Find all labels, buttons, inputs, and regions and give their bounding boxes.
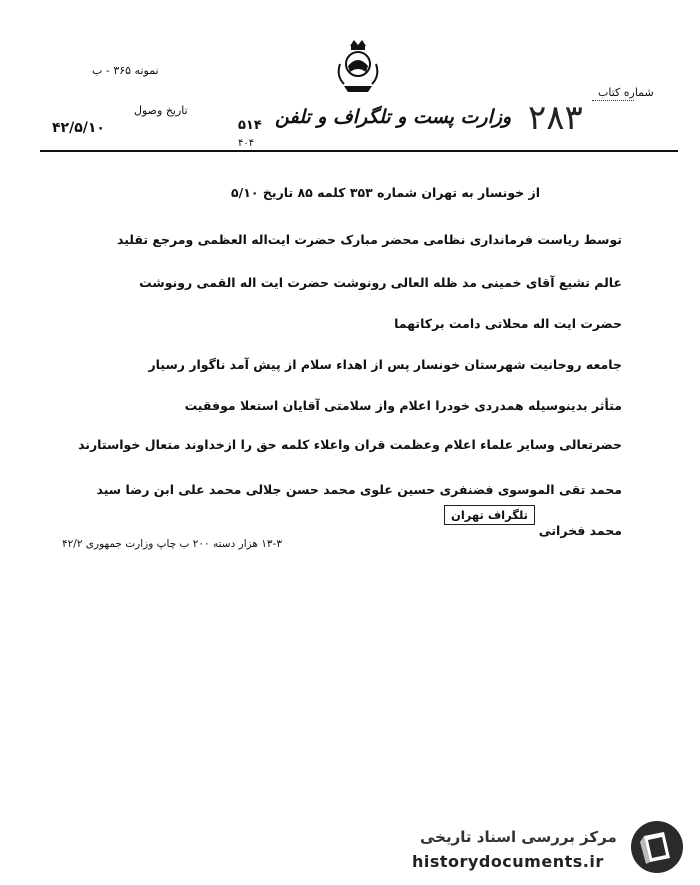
signatories-line: محمد تقی الموسوی فضنفری حسین علوی محمد حسن جلالی محمد علی ابن رضا سید	[96, 482, 622, 497]
tehran-telegraph-stamp	[444, 505, 535, 525]
telegram-line-1: توسط ریاست فرمانداری نظامی محضر مبارک حضرت ایت‌اله العظمی ومرجع تقلید	[116, 232, 622, 247]
stamp-text: تلگراف تهران	[451, 508, 528, 522]
telegram-line-4: جامعه روحانیت شهرستان خونسار پس از اهداء سلام از پیش آمد ناگوار رسیار	[148, 357, 622, 372]
mid-number-top: ۵۱۴	[238, 118, 262, 133]
routing-line: از خونسار به تهران شماره ۳۵۳ کلمه ۸۵ تاریخ ۵/۱۰	[231, 185, 540, 200]
mid-number-bottom: ۴۰۴	[238, 138, 255, 149]
book-number-label: شماره کتاب	[598, 86, 654, 99]
receipt-date-value: ۴۲/۵/۱۰	[52, 120, 105, 136]
print-note: ۱۳-۳ هزار دسته ۲۰۰ ب چاپ وزارت جمهوری ۴۲/۲	[62, 538, 282, 550]
telegram-line-6: حضرتعالی وسایر علماء اعلام وعظمت قران واعلاء کلمه حق را ازخداوند متعال خواستارند	[78, 437, 622, 452]
telegram-line-2: عالم تشیع آقای خمینی مد ظله العالی رونوشت حضرت ایت اله القمی رونوشت	[139, 275, 622, 290]
center-name: مرکز بررسی اسناد تاریخی	[420, 828, 617, 846]
telegram-line-5: متأثر بدینوسیله همدردی خودرا اعلام واز سلامتی آقایان استعلا موفقیت	[184, 398, 622, 413]
imperial-emblem	[330, 36, 386, 98]
form-number: نمونه ۳۶۵ - ب	[92, 64, 159, 77]
history-documents-logo-icon	[628, 818, 686, 876]
telegram-line-3: حضرت ایت اله محلاتی دامت برکاتهما	[394, 316, 622, 331]
receipt-date-label: تاریخ وصول	[134, 104, 188, 117]
book-number-value: ۲۸۳	[528, 98, 583, 138]
watermark-url: historydocuments.ir	[412, 852, 604, 871]
header-divider	[40, 150, 678, 152]
book-number-dotted-line	[592, 100, 634, 101]
ministry-title: وزارت پست و تلگراف و تلفن	[275, 106, 512, 128]
last-signatory: محمد فخراتی	[538, 523, 622, 538]
